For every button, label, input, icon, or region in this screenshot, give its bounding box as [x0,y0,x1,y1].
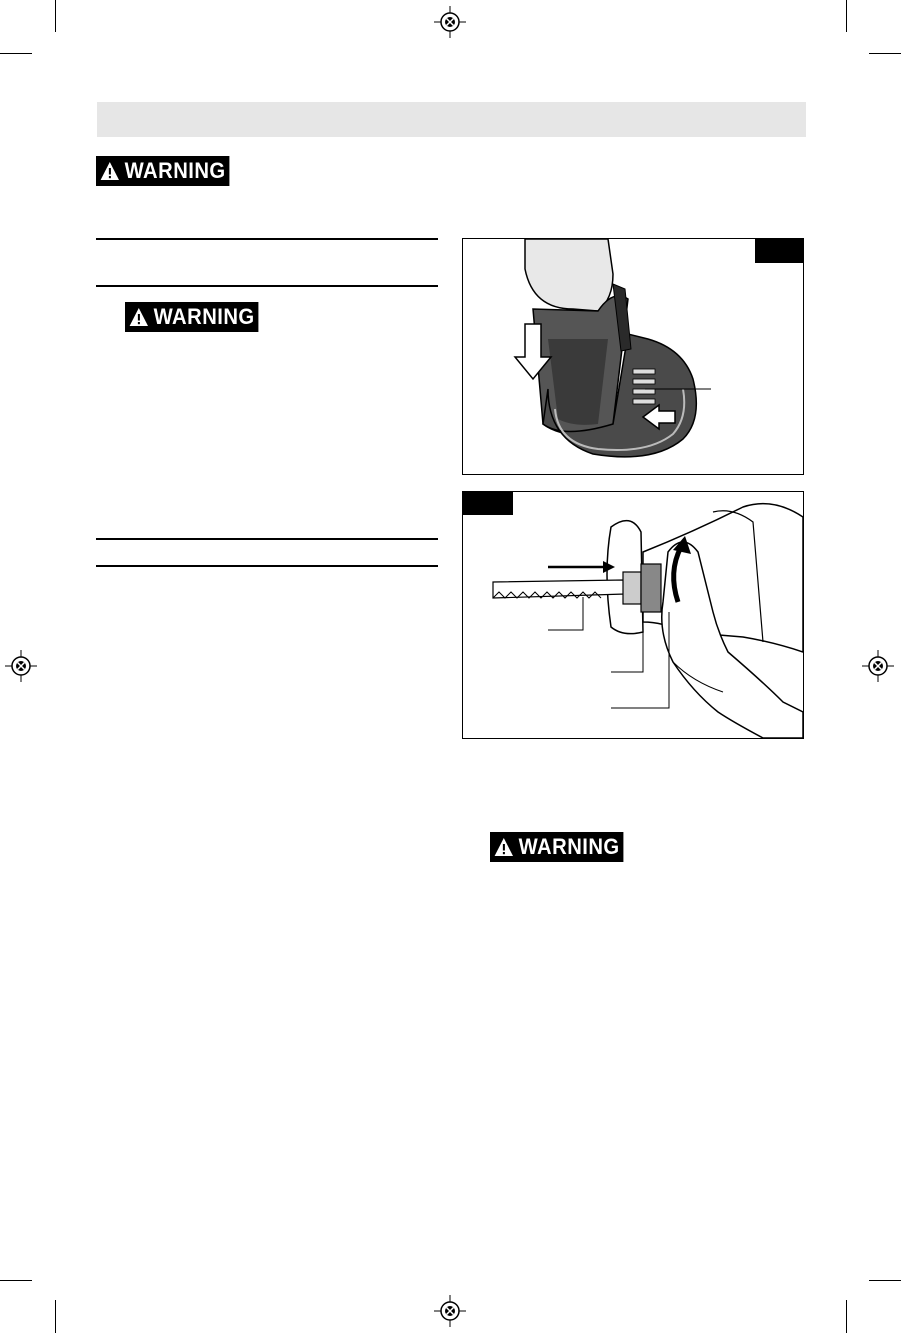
crop-mark [846,1300,847,1333]
crop-mark [869,53,901,54]
registration-mark-icon [862,650,894,682]
section-divider [96,565,438,567]
battery-insertion-illustration [463,239,803,474]
registration-mark-icon [5,650,37,682]
section-divider [96,238,438,240]
crop-mark [55,0,56,32]
crop-mark [846,0,847,32]
crop-mark [55,1300,56,1333]
section-header-bar [97,102,806,137]
registration-mark-icon [434,6,466,38]
warning-text: WARNING [518,834,620,859]
crop-mark [0,53,32,54]
figure-blade-insertion [462,491,804,739]
warning-triangle-icon [129,307,149,327]
warning-label [96,156,229,186]
warning-triangle-icon [100,161,120,181]
section-divider [96,285,438,287]
warning-text: WARNING [153,304,255,329]
figure-battery-insertion [462,238,804,475]
warning-label [125,302,258,332]
crop-mark [0,1280,32,1281]
crop-mark [869,1280,901,1281]
warning-text: WARNING [124,158,226,183]
registration-mark-icon [434,1295,466,1327]
section-divider [96,538,438,540]
blade-insertion-illustration [463,492,803,738]
warning-triangle-icon [494,837,514,857]
warning-label [490,832,623,862]
